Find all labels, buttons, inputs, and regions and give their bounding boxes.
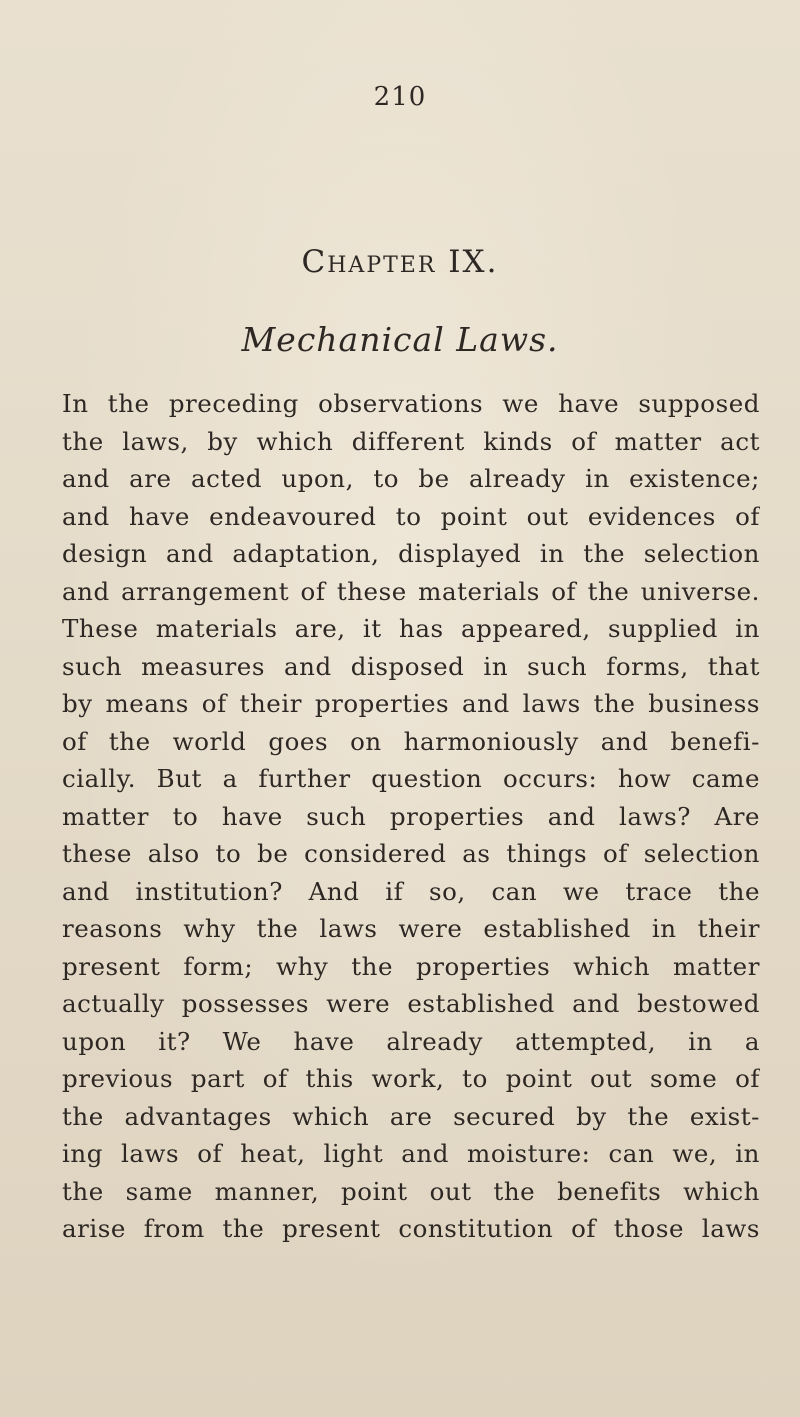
body-line: by means of their properties and laws the business bbox=[62, 689, 760, 718]
body-line: actually possesses were established and bestowed bbox=[62, 989, 760, 1018]
body-line: such measures and disposed in such forms, that bbox=[62, 651, 760, 681]
body-line: ing laws of heat, light and moisture: can we, in bbox=[62, 1139, 760, 1168]
body-line: cially. But a further question occurs: how came bbox=[62, 764, 760, 793]
body-line: In the preceding observations we have supposed bbox=[62, 389, 760, 418]
body-line: design and adaptation, displayed in the selection bbox=[62, 539, 760, 568]
body-line: the same manner, point out the benefits which bbox=[62, 1176, 760, 1206]
body-text bbox=[62, 385, 760, 1248]
body-line: previous part of this work, to point out some of bbox=[62, 1064, 760, 1093]
chapter-heading: Chapter IX. bbox=[301, 244, 499, 280]
body-line: of the world goes on harmoniously and benefi- bbox=[62, 726, 760, 756]
body-line: arise from the present constitution of those laws bbox=[62, 1214, 760, 1243]
body-line: reasons why the laws were established in their bbox=[62, 914, 760, 943]
body-line: and institution? And if so, can we trace the bbox=[62, 876, 760, 906]
body-line: these also to be considered as things of selection bbox=[62, 839, 760, 868]
body-line: and have endeavoured to point out evidences of bbox=[62, 501, 760, 531]
body-line: upon it? We have already attempted, in a bbox=[62, 1026, 760, 1056]
body-line: matter to have such properties and laws? Are bbox=[62, 801, 760, 831]
section-title: Mechanical Laws. bbox=[241, 320, 559, 359]
body-line: These materials are, it has appeared, supplied in bbox=[62, 614, 760, 643]
body-line: present form; why the properties which matter bbox=[62, 951, 760, 981]
page-number: 210 bbox=[373, 82, 427, 112]
body-line: the advantages which are secured by the exist- bbox=[62, 1101, 760, 1131]
body-line: the laws, by which different kinds of matter act bbox=[62, 426, 760, 456]
body-line: and arrangement of these materials of the universe. bbox=[62, 576, 760, 606]
body-line: and are acted upon, to be already in existence; bbox=[62, 464, 760, 493]
